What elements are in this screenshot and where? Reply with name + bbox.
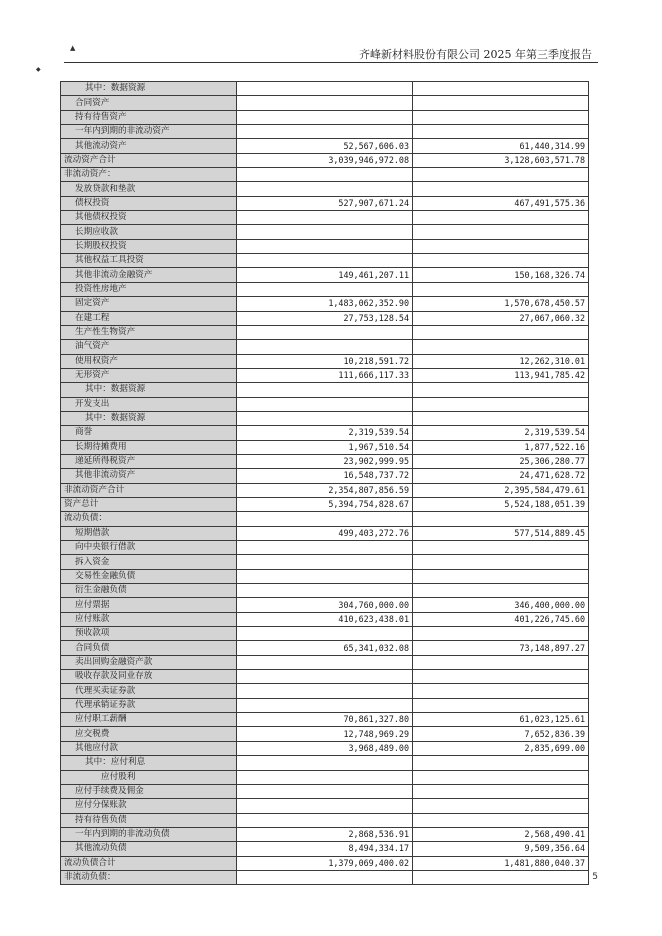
row-label: 持有待售资产 xyxy=(61,110,237,124)
period-begin-value xyxy=(413,670,589,684)
period-end-value: 1,483,062,352.90 xyxy=(237,297,413,311)
period-end-value xyxy=(237,813,413,827)
row-label: 持有待售负债 xyxy=(61,813,237,827)
row-label: 应付账款 xyxy=(61,612,237,626)
row-label: 开发支出 xyxy=(61,397,237,411)
period-begin-value xyxy=(413,96,589,110)
table-row xyxy=(61,397,589,411)
table-row xyxy=(61,82,589,96)
period-begin-value: 61,440,314.99 xyxy=(413,139,589,153)
period-end-value: 16,548,737.72 xyxy=(237,469,413,483)
period-begin-value: 150,168,326.74 xyxy=(413,268,589,282)
table-row xyxy=(61,139,589,153)
table-row xyxy=(61,239,589,253)
table-row xyxy=(61,842,589,856)
row-label: 长期应收款 xyxy=(61,225,237,239)
period-end-value: 70,861,327.80 xyxy=(237,713,413,727)
period-end-value xyxy=(237,411,413,425)
period-begin-value xyxy=(413,870,589,884)
row-label: 其他非流动金融资产 xyxy=(61,268,237,282)
table-row xyxy=(61,411,589,425)
row-label: 长期待摊费用 xyxy=(61,440,237,454)
row-label: 生产性生物资产 xyxy=(61,325,237,339)
table-row xyxy=(61,110,589,124)
table-row xyxy=(61,225,589,239)
period-end-value: 2,354,807,856.59 xyxy=(237,483,413,497)
table-row xyxy=(61,354,589,368)
period-end-value xyxy=(237,698,413,712)
row-label: 非流动资产： xyxy=(61,168,237,182)
period-end-value: 52,567,606.03 xyxy=(237,139,413,153)
header-divider xyxy=(64,62,598,63)
period-end-value: 3,039,946,972.08 xyxy=(237,153,413,167)
table-row xyxy=(61,784,589,798)
period-end-value xyxy=(237,555,413,569)
table-row xyxy=(61,713,589,727)
row-label: 其他流动资产 xyxy=(61,139,237,153)
period-end-value: 27,753,128.54 xyxy=(237,311,413,325)
table-row xyxy=(61,311,589,325)
period-begin-value: 61,023,125.61 xyxy=(413,713,589,727)
row-label: 其他非流动资产 xyxy=(61,469,237,483)
row-label: 应付分保账款 xyxy=(61,799,237,813)
row-label: 资产总计 xyxy=(61,497,237,511)
period-begin-value: 73,148,897.27 xyxy=(413,641,589,655)
period-end-value xyxy=(237,82,413,96)
period-begin-value xyxy=(413,684,589,698)
period-end-value xyxy=(237,225,413,239)
period-end-value: 65,341,032.08 xyxy=(237,641,413,655)
row-label: 油气资产 xyxy=(61,340,237,354)
row-label: 一年内到期的非流动资产 xyxy=(61,125,237,139)
period-end-value: 2,868,536.91 xyxy=(237,827,413,841)
period-end-value xyxy=(237,770,413,784)
table-row xyxy=(61,813,589,827)
period-begin-value: 2,835,699.00 xyxy=(413,741,589,755)
period-end-value: 149,461,207.11 xyxy=(237,268,413,282)
period-begin-value: 2,395,584,479.61 xyxy=(413,483,589,497)
period-end-value: 23,902,999.95 xyxy=(237,454,413,468)
period-begin-value xyxy=(413,225,589,239)
row-label: 短期借款 xyxy=(61,526,237,540)
period-end-value xyxy=(237,397,413,411)
row-label: 一年内到期的非流动负债 xyxy=(61,827,237,841)
period-begin-value xyxy=(413,627,589,641)
period-begin-value: 7,652,836.39 xyxy=(413,727,589,741)
corner-mark-icon: ▲ xyxy=(70,44,76,52)
table-row xyxy=(61,555,589,569)
period-begin-value xyxy=(413,756,589,770)
period-end-value xyxy=(237,784,413,798)
period-end-value: 499,403,272.76 xyxy=(237,526,413,540)
row-label: 吸收存款及同业存放 xyxy=(61,670,237,684)
period-begin-value: 1,570,678,450.57 xyxy=(413,297,589,311)
table-row xyxy=(61,211,589,225)
table-row xyxy=(61,96,589,110)
balance-sheet-table xyxy=(60,81,589,885)
period-begin-value: 2,568,490.41 xyxy=(413,827,589,841)
table-row xyxy=(61,741,589,755)
period-end-value: 3,968,489.00 xyxy=(237,741,413,755)
row-label: 代理承销证券款 xyxy=(61,698,237,712)
table-row xyxy=(61,297,589,311)
table-row xyxy=(61,756,589,770)
report-header-title: 齐峰新材料股份有限公司 2025 年第三季度报告 xyxy=(359,48,592,61)
table-row xyxy=(61,870,589,884)
period-begin-value xyxy=(413,784,589,798)
period-end-value xyxy=(237,383,413,397)
period-begin-value xyxy=(413,698,589,712)
row-label: 其他应付款 xyxy=(61,741,237,755)
row-label: 应付票据 xyxy=(61,598,237,612)
row-label: 其中：应付利息 xyxy=(61,756,237,770)
row-label: 应付职工薪酬 xyxy=(61,713,237,727)
period-begin-value: 113,941,785.42 xyxy=(413,368,589,382)
table-row xyxy=(61,340,589,354)
table-row xyxy=(61,770,589,784)
period-begin-value: 25,306,280.77 xyxy=(413,454,589,468)
row-label: 交易性金融负债 xyxy=(61,569,237,583)
table-row xyxy=(61,426,589,440)
table-row xyxy=(61,196,589,210)
period-end-value: 12,748,969.29 xyxy=(237,727,413,741)
row-label: 债权投资 xyxy=(61,196,237,210)
period-begin-value xyxy=(413,411,589,425)
period-begin-value xyxy=(413,799,589,813)
table-row xyxy=(61,182,589,196)
period-begin-value xyxy=(413,770,589,784)
row-label: 递延所得税资产 xyxy=(61,454,237,468)
period-end-value: 304,760,000.00 xyxy=(237,598,413,612)
period-end-value xyxy=(237,110,413,124)
period-end-value xyxy=(237,211,413,225)
row-label: 应交税费 xyxy=(61,727,237,741)
period-end-value xyxy=(237,325,413,339)
period-end-value: 1,379,069,400.02 xyxy=(237,856,413,870)
period-end-value: 2,319,539.54 xyxy=(237,426,413,440)
table-row xyxy=(61,483,589,497)
row-label: 固定资产 xyxy=(61,297,237,311)
table-row xyxy=(61,469,589,483)
table-row xyxy=(61,368,589,382)
period-begin-value: 2,319,539.54 xyxy=(413,426,589,440)
period-begin-value xyxy=(413,813,589,827)
period-begin-value xyxy=(413,512,589,526)
table-row xyxy=(61,541,589,555)
row-label: 合同资产 xyxy=(61,96,237,110)
period-end-value xyxy=(237,168,413,182)
period-end-value xyxy=(237,96,413,110)
row-label: 长期股权投资 xyxy=(61,239,237,253)
table-row xyxy=(61,641,589,655)
table-row xyxy=(61,569,589,583)
table-row xyxy=(61,440,589,454)
period-end-value: 410,623,438.01 xyxy=(237,612,413,626)
table-row xyxy=(61,698,589,712)
period-begin-value xyxy=(413,569,589,583)
period-begin-value xyxy=(413,397,589,411)
row-label: 其他流动负债 xyxy=(61,842,237,856)
period-begin-value: 12,262,310.01 xyxy=(413,354,589,368)
table-row xyxy=(61,125,589,139)
row-label: 向中央银行借款 xyxy=(61,541,237,555)
row-label: 商誉 xyxy=(61,426,237,440)
row-label: 其他权益工具投资 xyxy=(61,254,237,268)
period-end-value xyxy=(237,254,413,268)
period-end-value xyxy=(237,569,413,583)
period-begin-value: 1,481,880,040.37 xyxy=(413,856,589,870)
table-row xyxy=(61,168,589,182)
period-end-value xyxy=(237,870,413,884)
period-end-value xyxy=(237,655,413,669)
table-row xyxy=(61,627,589,641)
row-label: 非流动负债： xyxy=(61,870,237,884)
period-end-value xyxy=(237,282,413,296)
period-begin-value: 577,514,889.45 xyxy=(413,526,589,540)
period-begin-value xyxy=(413,168,589,182)
period-end-value xyxy=(237,799,413,813)
period-end-value xyxy=(237,182,413,196)
period-begin-value xyxy=(413,340,589,354)
row-label: 使用权资产 xyxy=(61,354,237,368)
period-end-value xyxy=(237,541,413,555)
period-begin-value xyxy=(413,211,589,225)
table-row xyxy=(61,584,589,598)
table-row xyxy=(61,670,589,684)
period-begin-value xyxy=(413,584,589,598)
row-label: 卖出回购金融资产款 xyxy=(61,655,237,669)
period-begin-value: 24,471,628.72 xyxy=(413,469,589,483)
period-begin-value: 346,400,000.00 xyxy=(413,598,589,612)
period-end-value: 527,907,671.24 xyxy=(237,196,413,210)
period-end-value: 10,218,591.72 xyxy=(237,354,413,368)
table-row xyxy=(61,799,589,813)
period-begin-value xyxy=(413,282,589,296)
period-begin-value: 3,128,603,571.78 xyxy=(413,153,589,167)
page-number: 5 xyxy=(592,872,598,882)
period-end-value: 5,394,754,828.67 xyxy=(237,497,413,511)
period-begin-value: 9,509,356.64 xyxy=(413,842,589,856)
table-row xyxy=(61,526,589,540)
period-begin-value xyxy=(413,125,589,139)
table-row xyxy=(61,383,589,397)
period-end-value xyxy=(237,670,413,684)
row-label: 预收款项 xyxy=(61,627,237,641)
period-end-value xyxy=(237,627,413,641)
period-begin-value: 401,226,745.60 xyxy=(413,612,589,626)
row-label: 非流动资产合计 xyxy=(61,483,237,497)
table-row xyxy=(61,454,589,468)
period-end-value xyxy=(237,239,413,253)
table-row xyxy=(61,497,589,511)
period-begin-value xyxy=(413,82,589,96)
row-label: 其他债权投资 xyxy=(61,211,237,225)
margin-mark-icon: ◆ xyxy=(36,66,41,73)
table-row xyxy=(61,254,589,268)
period-end-value: 8,494,334.17 xyxy=(237,842,413,856)
period-begin-value xyxy=(413,325,589,339)
period-end-value xyxy=(237,125,413,139)
period-end-value xyxy=(237,756,413,770)
period-begin-value xyxy=(413,110,589,124)
row-label: 合同负债 xyxy=(61,641,237,655)
row-label: 衍生金融负债 xyxy=(61,584,237,598)
period-end-value xyxy=(237,512,413,526)
table-row xyxy=(61,153,589,167)
table-row xyxy=(61,655,589,669)
row-label: 代理买卖证券款 xyxy=(61,684,237,698)
period-begin-value xyxy=(413,182,589,196)
row-label: 流动负债： xyxy=(61,512,237,526)
row-label: 流动资产合计 xyxy=(61,153,237,167)
period-begin-value xyxy=(413,254,589,268)
period-end-value xyxy=(237,584,413,598)
row-label: 其中：数据资源 xyxy=(61,383,237,397)
row-label: 发放贷款和垫款 xyxy=(61,182,237,196)
row-label: 应付手续费及佣金 xyxy=(61,784,237,798)
table-row xyxy=(61,856,589,870)
row-label: 其中：数据资源 xyxy=(61,411,237,425)
period-end-value: 1,967,510.54 xyxy=(237,440,413,454)
table-row xyxy=(61,325,589,339)
period-end-value xyxy=(237,340,413,354)
period-begin-value xyxy=(413,541,589,555)
row-label: 无形资产 xyxy=(61,368,237,382)
table-row xyxy=(61,612,589,626)
period-begin-value xyxy=(413,239,589,253)
table-row xyxy=(61,727,589,741)
period-begin-value xyxy=(413,555,589,569)
period-begin-value xyxy=(413,655,589,669)
period-end-value: 111,666,117.33 xyxy=(237,368,413,382)
row-label: 拆入资金 xyxy=(61,555,237,569)
period-begin-value xyxy=(413,383,589,397)
period-begin-value: 467,491,575.36 xyxy=(413,196,589,210)
period-begin-value: 5,524,188,051.39 xyxy=(413,497,589,511)
period-begin-value: 1,877,522.16 xyxy=(413,440,589,454)
table-row xyxy=(61,684,589,698)
row-label: 其中：数据资源 xyxy=(61,82,237,96)
row-label: 投资性房地产 xyxy=(61,282,237,296)
row-label: 在建工程 xyxy=(61,311,237,325)
table-row xyxy=(61,268,589,282)
period-begin-value: 27,067,060.32 xyxy=(413,311,589,325)
table-row xyxy=(61,282,589,296)
table-row xyxy=(61,598,589,612)
table-row xyxy=(61,512,589,526)
table-row xyxy=(61,827,589,841)
period-end-value xyxy=(237,684,413,698)
row-label: 应付股利 xyxy=(61,770,237,784)
balance-sheet-body xyxy=(61,82,589,885)
row-label: 流动负债合计 xyxy=(61,856,237,870)
